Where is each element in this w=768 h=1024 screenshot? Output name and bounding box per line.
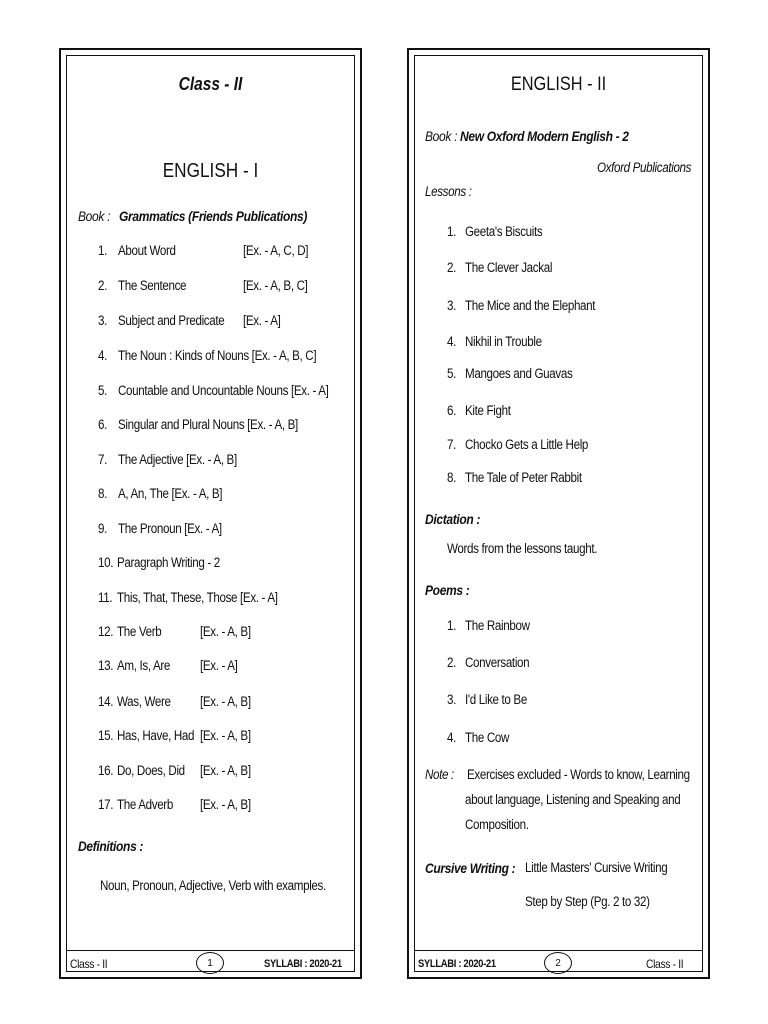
list-item: The Pronoun [Ex. - A]: [118, 521, 222, 536]
list-item: The Adjective [Ex. - A, B]: [118, 452, 237, 467]
list-item-number: 2.: [447, 260, 457, 275]
list-item: The Verb: [117, 624, 162, 639]
list-item: Kite Fight: [465, 403, 511, 418]
right-publisher: Oxford Publications: [597, 160, 692, 175]
cursive-line-2: Step by Step (Pg. 2 to 32): [525, 894, 650, 909]
list-item: Mangoes and Guavas: [465, 366, 573, 381]
list-item: Do, Does, Did: [117, 763, 185, 778]
list-item-number: 3.: [447, 692, 457, 707]
list-item-number: 7.: [98, 452, 108, 467]
list-item-exercise: [Ex. - A, B]: [200, 797, 251, 812]
list-item: The Rainbow: [465, 618, 530, 633]
right-footer-class: Class - II: [646, 957, 684, 971]
right-footer-syllabi: SYLLABI : 2020-21: [418, 958, 496, 970]
right-page-number-text: 2: [555, 957, 561, 969]
list-item: Geeta's Biscuits: [465, 224, 543, 239]
list-item: Nikhil in Trouble: [465, 334, 542, 349]
list-item-exercise: [Ex. - A, B, C]: [243, 278, 308, 293]
list-item-number: 4.: [447, 730, 457, 745]
list-item: This, That, These, Those [Ex. - A]: [117, 590, 278, 605]
list-item-exercise: [Ex. - A, B]: [200, 728, 251, 743]
right-footer-rule: [414, 950, 703, 951]
left-book-label: Book :: [78, 208, 111, 224]
note-line-2: about language, Listening and Speaking and: [465, 792, 681, 807]
list-item-exercise: [Ex. - A]: [243, 313, 281, 328]
dictation-heading: Dictation :: [425, 511, 481, 527]
list-item-exercise: [Ex. - A, B]: [200, 763, 251, 778]
list-item-number: 2.: [447, 655, 457, 670]
list-item: The Adverb: [117, 797, 173, 812]
list-item-number: 4.: [447, 334, 457, 349]
cursive-line-1: Little Masters' Cursive Writing: [525, 860, 668, 875]
list-item: Countable and Uncountable Nouns [Ex. - A]: [118, 383, 329, 398]
list-item-number: 4.: [98, 348, 108, 363]
right-page-number: [544, 952, 572, 974]
list-item-exercise: [Ex. - A, C, D]: [243, 243, 309, 258]
list-item: Am, Is, Are: [117, 658, 170, 673]
list-item: The Cow: [465, 730, 510, 745]
list-item-exercise: [Ex. - A]: [200, 658, 238, 673]
list-item: Conversation: [465, 655, 530, 670]
dictation-text: Words from the lessons taught.: [447, 541, 598, 556]
list-item-number: 3.: [447, 298, 457, 313]
list-item-number: 14.: [98, 694, 114, 709]
definitions-heading: Definitions :: [78, 838, 144, 854]
list-item-number: 6.: [98, 417, 108, 432]
list-item-exercise: [Ex. - A, B]: [200, 624, 251, 639]
list-item-number: 7.: [447, 437, 457, 452]
list-item-number: 13.: [98, 658, 114, 673]
left-page-inner-border: [66, 55, 355, 972]
note-line-1: Exercises excluded - Words to know, Learning: [467, 767, 690, 782]
left-book-title: Grammatics (Friends Publications): [119, 208, 308, 224]
left-page-number-text: 1: [207, 957, 213, 969]
left-footer-class: Class - II: [70, 957, 108, 971]
left-footer-rule: [66, 950, 355, 951]
right-book-label: Book :: [425, 128, 458, 144]
list-item: The Mice and the Elephant: [465, 298, 596, 313]
list-item: Has, Have, Had: [117, 728, 195, 743]
list-item-number: 1.: [447, 224, 457, 239]
list-item: Subject and Predicate: [118, 313, 225, 328]
definitions-text: Noun, Pronoun, Adjective, Verb with examples.: [100, 878, 326, 893]
list-item-number: 8.: [447, 470, 457, 485]
note-line-3: Composition.: [465, 817, 529, 832]
list-item-number: 10.: [98, 555, 114, 570]
list-item-number: 12.: [98, 624, 114, 639]
list-item-exercise: [Ex. - A, B]: [200, 694, 251, 709]
list-item-number: 6.: [447, 403, 457, 418]
list-item-number: 5.: [98, 383, 108, 398]
left-footer-syllabi: SYLLABI : 2020-21: [264, 958, 342, 970]
list-item-number: 1.: [98, 243, 108, 258]
left-page-number: [196, 952, 224, 974]
class-title: Class - II: [178, 74, 243, 94]
list-item: The Noun : Kinds of Nouns [Ex. - A, B, C]: [118, 348, 317, 363]
list-item: Singular and Plural Nouns [Ex. - A, B]: [118, 417, 298, 432]
list-item-number: 5.: [447, 366, 457, 381]
right-subject-title: ENGLISH - II: [510, 74, 607, 95]
list-item-number: 2.: [98, 278, 108, 293]
list-item: I'd Like to Be: [465, 692, 527, 707]
right-book-title: New Oxford Modern English - 2: [460, 128, 629, 144]
list-item: Chocko Gets a Little Help: [465, 437, 589, 452]
list-item-number: 11.: [98, 590, 113, 605]
list-item: About Word: [118, 243, 176, 258]
list-item-number: 9.: [98, 521, 108, 536]
list-item-number: 15.: [98, 728, 114, 743]
lessons-label: Lessons :: [425, 184, 472, 199]
poems-heading: Poems :: [425, 582, 470, 598]
cursive-label: Cursive Writing :: [425, 860, 516, 876]
list-item-number: 1.: [447, 618, 457, 633]
list-item: The Tale of Peter Rabbit: [465, 470, 582, 485]
list-item: A, An, The [Ex. - A, B]: [118, 486, 223, 501]
list-item: The Sentence: [118, 278, 187, 293]
list-item-number: 3.: [98, 313, 108, 328]
list-item: The Clever Jackal: [465, 260, 553, 275]
list-item-number: 16.: [98, 763, 114, 778]
left-subject-title: ENGLISH - I: [162, 160, 259, 182]
note-label: Note :: [425, 767, 454, 782]
list-item-number: 17.: [98, 797, 114, 812]
list-item: Paragraph Writing - 2: [117, 555, 220, 570]
list-item: Was, Were: [117, 694, 171, 709]
list-item-number: 8.: [98, 486, 108, 501]
